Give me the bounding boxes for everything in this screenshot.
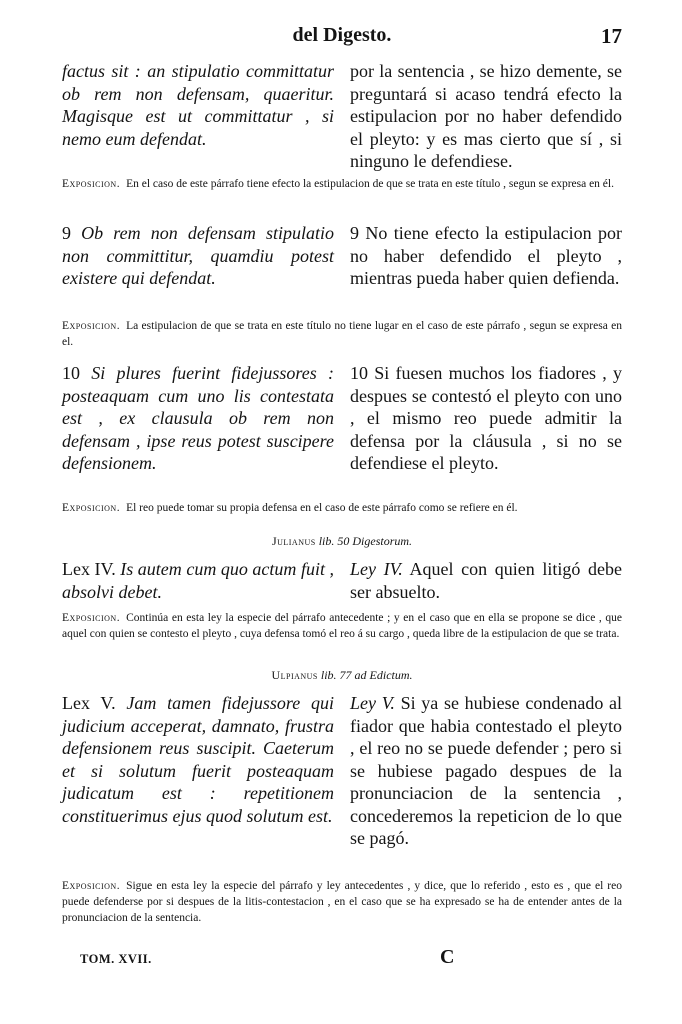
text-pair-5 xyxy=(62,692,622,850)
latin-column xyxy=(62,60,334,173)
exposicion-text: Continúa en esta ley la especie del párrafo antecedente ; y en el caso que en ella se propone se dice , que aquel con quien se contesto el pleyto , cuya defensa tomó el reo á su cargo , queda libre de la estipulacion de que se trata. xyxy=(62,612,622,640)
latin-text: Jam tamen fidejussore qui judicium acceperat, damnato, frustra defensionem reus suscipit. Caeterum et si solutum fuerit posteaquam judicatum est : repetitionem constituerimus ejus quod solutum est. xyxy=(62,693,335,826)
latin-column xyxy=(62,558,334,603)
source-work: lib. 50 Digestorum. xyxy=(318,534,413,548)
spanish-column xyxy=(350,362,622,475)
text-pair-1 xyxy=(62,60,622,173)
spanish-text: por la sentencia , se hizo demente, se preguntará si acaso tendrá efecto la estipulacion por no haber defendido el pleyto: y es mas cierto que sí , si ninguno le defendiese. xyxy=(350,61,622,171)
exposicion-5 xyxy=(62,878,622,926)
source-author: Julianus xyxy=(271,534,316,548)
law-number: Lex IV. xyxy=(62,559,116,579)
spanish-column xyxy=(350,692,622,850)
exposicion-label: Exposicion. xyxy=(62,178,121,190)
page-header xyxy=(62,24,622,52)
exposicion-4 xyxy=(62,610,622,642)
law-number: Ley IV. xyxy=(350,559,403,579)
exposicion-text: En el caso de este párrafo tiene efecto la estipulacion de que se trata en este título , segun se expresa en él. xyxy=(126,178,614,190)
text-pair-3 xyxy=(62,362,622,475)
source-citation-4 xyxy=(62,534,622,549)
spanish-text: 9 No tiene efecto la estipulacion por no haber defendido el pleyto , mientras pueda haber quien defienda. xyxy=(350,223,622,288)
text-pair-4 xyxy=(62,558,622,603)
volume-label: TOM. XVII. xyxy=(80,952,152,966)
spanish-text: Si ya se hubiese condenado al fiador que habia contestado el pleyto , el reo no se puede defender ; pero si se hubiese pagado despues de la pronunciacion de la sentencia , concederemos la repeticion de lo que se pagó. xyxy=(350,693,623,848)
running-title: del Digesto. xyxy=(292,24,392,46)
paragraph-number: 10 xyxy=(62,363,80,383)
text-pair-2 xyxy=(62,222,622,290)
law-number: Ley V. xyxy=(350,693,395,713)
exposicion-text: La estipulacion de que se trata en este título no tiene lugar en el caso de este párrafo , segun se expresa en el. xyxy=(62,320,622,348)
paragraph-number: 9 xyxy=(62,223,71,243)
spanish-column xyxy=(350,222,622,290)
exposicion-2 xyxy=(62,318,622,350)
exposicion-label: Exposicion. xyxy=(62,612,121,624)
exposicion-1 xyxy=(62,176,622,192)
latin-text: Si plures fuerint fidejussores : posteaquam cum uno lis contestata est , ex clausula ob rem non defensam , ipse reus potest suscipere defensionem. xyxy=(62,363,334,473)
latin-column xyxy=(62,692,334,850)
spanish-column xyxy=(350,558,622,603)
exposicion-text: Sigue en esta ley la especie del párrafo y ley antecedentes , y dice, que lo referido , esto es , que el reo puede defenderse por si despues de la litis-contestacion , en el caso que se ha expresado se ha de entender antes de la pronunciacion de la sentencia. xyxy=(62,880,622,924)
latin-column xyxy=(62,222,334,290)
spanish-column xyxy=(350,60,622,173)
spanish-text: Aquel con quien litigó debe ser absuelto. xyxy=(350,559,622,602)
exposicion-3 xyxy=(62,500,622,516)
law-number: Lex V. xyxy=(62,693,116,713)
source-work: lib. 77 ad Edictum. xyxy=(320,668,413,682)
latin-text: Is autem cum quo actum fuit , absolvi debet. xyxy=(62,559,334,602)
exposicion-text: El reo puede tomar su propia defensa en el caso de este párrafo como se refiere en él. xyxy=(126,502,518,514)
page-number: 17 xyxy=(601,24,622,48)
page-footer xyxy=(62,946,622,972)
latin-column xyxy=(62,362,334,475)
exposicion-label: Exposicion. xyxy=(62,502,121,514)
exposicion-label: Exposicion. xyxy=(62,880,121,892)
source-author: Ulpianus xyxy=(271,668,318,682)
latin-text: factus sit : an stipulatio committatur ob rem non defensam, quaeritur. Magisque est ut committatur , si nemo eum defendat. xyxy=(62,61,334,149)
exposicion-label: Exposicion. xyxy=(62,320,121,332)
signature-mark: C xyxy=(440,946,455,968)
latin-text: Ob rem non defensam stipulatio non committitur, quamdiu potest existere qui defendat. xyxy=(62,223,334,288)
source-citation-5 xyxy=(62,668,622,683)
spanish-text: 10 Si fuesen muchos los fiadores , y despues se contestó el pleyto con uno , el mismo reo puede admitir la defensa por la cláusula , si no se defendiese el pleyto. xyxy=(350,363,622,473)
